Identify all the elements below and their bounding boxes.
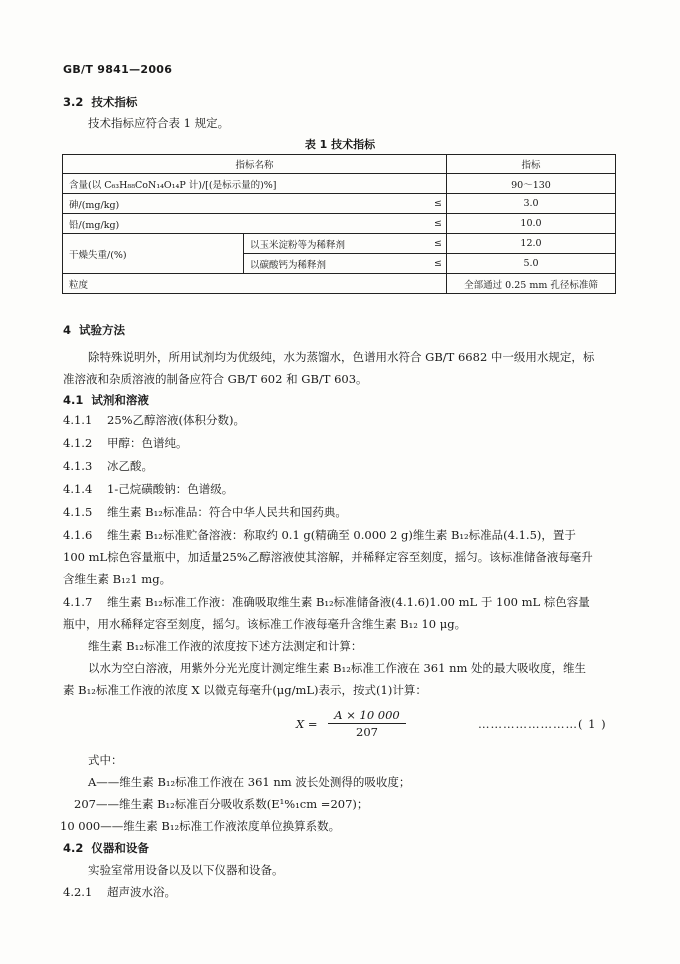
spec-table [62,154,616,294]
table-row [63,234,616,254]
cell-le [430,174,447,194]
section-4-heading [63,322,125,338]
item-text-line: 含维生素 B₁₂1 mg。 [63,572,172,586]
intro-line: 除特殊说明外，所用试剂均为优级纯，水为蒸馏水，色谱用水符合 GB/T 6682 中一级用水规定，标 [88,350,595,364]
item-text: 维生素 B₁₂标准工作液：准确吸取维生素 B₁₂标准储备液(4.1.6)1.00 mL 于 100 mL 棕色容量 [107,595,590,609]
cell-value: 5.0 [447,254,616,274]
section-number: 4 [63,323,72,337]
table-row [63,174,616,194]
cell-name: 砷/(mg/kg) [63,194,431,214]
cell-le: ≤ [430,194,447,214]
where-item: 10 000——维生素 B₁₂标准工作液浓度单位换算系数。 [60,819,341,833]
table-row [63,274,616,294]
cell-le: ≤ [430,214,447,234]
list-item [63,458,153,474]
item-text-line: 素 B₁₂标准工作液的浓度 X 以微克每毫升(μg/mL)表示，按式(1)计算： [63,683,427,697]
item-number: 4.1.5 [63,505,93,519]
table-row [63,214,616,234]
section-4-2-heading [63,840,149,856]
formula-lhs: X = [296,717,318,731]
section-number: 4.2 [63,841,84,855]
cell-le: ≤ [430,254,447,274]
section-title: 技术指标 [91,95,138,109]
item-text-line: 瓶中，用水稀释定容至刻度，摇匀。该标准工作液每毫升含维生素 B₁₂ 10 μg。 [63,617,467,631]
cell-name: 含量(以 C₆₃H₈₈CoN₁₄O₁₄P 计)/[(是标示量的)%] [63,174,431,194]
item-text: 维生素 B₁₂标准品：符合中华人民共和国药典。 [107,505,347,519]
item-number: 4.2.1 [63,885,93,899]
formula-fraction [328,708,406,739]
section-3-2-text: 技术指标应符合表 1 规定。 [88,116,230,130]
item-number: 4.1.1 [63,413,93,427]
cell-value: 10.0 [447,214,616,234]
item-text: 维生素 B₁₂标准贮备溶液：称取约 0.1 g(精确至 0.000 2 g)维生素 B₁₂标准品(4.1.5)，置于 [107,528,576,542]
item-text: 甲醇：色谱纯。 [107,436,188,450]
item-text: 1-己烷磺酸钠：色谱级。 [107,482,234,496]
header-value: 指标 [447,155,616,174]
cell-value: 全部通过 0.25 mm 孔径标准筛 [447,274,616,294]
section-3-2-heading [63,94,137,110]
cell-subname: 以玉米淀粉等为稀释剂 [244,234,431,254]
item-number: 4.1.6 [63,528,93,542]
intro-line: 准溶液和杂质溶液的制备应符合 GB/T 602 和 GB/T 603。 [63,372,368,386]
cell-le [430,274,447,294]
section-title: 仪器和设备 [91,841,149,855]
list-item [63,527,576,543]
formula-denominator: 207 [356,725,378,739]
item-number: 4.1.2 [63,436,93,450]
table-header-row [63,155,616,174]
item-text-line: 维生素 B₁₂标准工作液的浓度按下述方法测定和计算： [88,639,363,653]
where-item: A——维生素 B₁₂标准工作液在 361 nm 波长处测得的吸收度； [88,775,411,789]
table-caption: 表 1 技术指标 [304,138,376,151]
formula-label: ( 1 ) [578,717,607,731]
where-intro: 式中： [88,753,123,767]
formula-dots: …………………… [478,717,578,731]
section-number: 4.1 [63,393,84,407]
list-item [63,594,590,610]
section-title: 试剂和溶液 [91,393,149,407]
item-text: 超声波水浴。 [107,885,176,899]
section-4-1-heading [63,392,149,408]
formula-leader [478,717,607,731]
list-item [63,884,176,900]
formula [0,708,680,748]
item-text-line: 100 mL棕色容量瓶中，加适量25%乙醇溶液使其溶解，并稀释定容至刻度，摇匀。该标准储备液每毫升 [63,550,593,564]
list-item [63,412,245,428]
item-number: 4.1.3 [63,459,93,473]
where-item: 207——维生素 B₁₂标准百分吸收系数(E¹%₁cm =207)； [74,797,369,811]
item-number: 4.1.7 [63,595,93,609]
list-item [63,435,188,451]
cell-name: 粒度 [63,274,431,294]
cell-value: 12.0 [447,234,616,254]
item-text: 冰乙酸。 [107,459,153,473]
item-text-line: 以水为空白溶液，用紫外分光光度计测定维生素 B₁₂标准工作液在 361 nm 处的最大吸收度，维生 [88,661,587,675]
cell-value: 90～130 [447,174,616,194]
formula-numerator: A × 10 000 [328,708,406,724]
item-number: 4.1.4 [63,482,93,496]
item-text: 25%乙醇溶液(体积分数)。 [107,413,246,427]
section-title: 试验方法 [79,323,126,337]
cell-name: 铅/(mg/kg) [63,214,431,234]
header-name: 指标名称 [63,155,447,174]
standard-number: GB/T 9841—2006 [63,63,173,76]
cell-subname: 以碳酸钙为稀释剂 [244,254,431,274]
section-4-2-intro: 实验室常用设备以及以下仪器和设备。 [88,863,284,877]
list-item [63,504,347,520]
table-row [63,194,616,214]
list-item [63,481,233,497]
section-number: 3.2 [63,95,84,109]
cell-le: ≤ [430,234,447,254]
cell-name: 干燥失重/(%) [63,234,244,274]
cell-value: 3.0 [447,194,616,214]
